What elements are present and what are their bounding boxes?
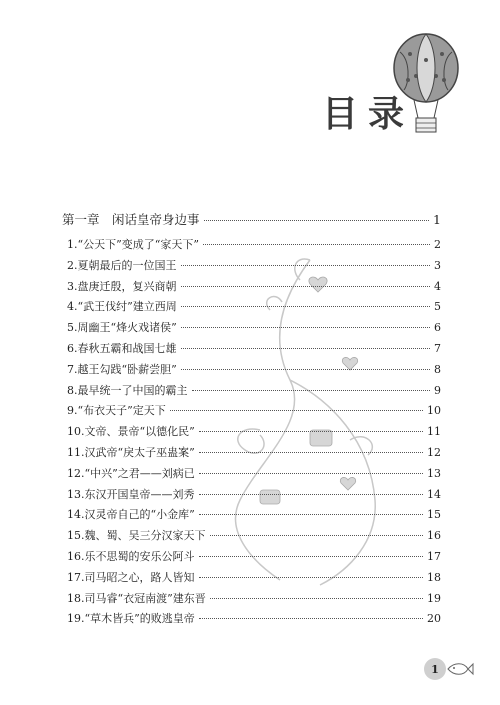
- leader-dots: [181, 348, 431, 349]
- toc-entry-title: 13.东汉开国皇帝——刘秀: [67, 487, 195, 501]
- leader-dots: [181, 286, 431, 287]
- toc-entry-page: 13: [427, 466, 441, 480]
- leader-dots: [199, 618, 423, 619]
- toc-entry-title: 17.司马昭之心，路人皆知: [67, 570, 195, 584]
- leader-dots: [210, 535, 424, 536]
- toc-entry-title: 1.“公天下”变成了“家天下”: [67, 238, 199, 251]
- leader-dots: [181, 369, 430, 370]
- toc-entry-title: 3.盘庚迁殷，复兴商朝: [67, 279, 177, 293]
- fish-icon: [444, 660, 474, 678]
- toc-entry[interactable]: [67, 590, 441, 606]
- toc-entry[interactable]: [67, 506, 441, 522]
- toc-entry-page: 8: [434, 362, 441, 376]
- toc-entry[interactable]: [67, 278, 441, 294]
- toc-entry-title: 18.司马睿“衣冠南渡”建东晋: [67, 591, 206, 605]
- toc-entry-title: 7.越王勾践“卧薪尝胆”: [67, 362, 177, 376]
- leader-dots: [199, 577, 424, 578]
- toc-entry[interactable]: [67, 382, 441, 398]
- toc-entry-title: 6.春秋五霸和战国七雄: [67, 342, 177, 355]
- leader-dots: [181, 265, 431, 266]
- leader-dots: [203, 244, 430, 245]
- leader-dots: [199, 452, 423, 453]
- toc-entry-page: 14: [427, 487, 441, 501]
- leader-dots: [199, 514, 423, 515]
- toc-entry-page: 5: [434, 300, 441, 314]
- toc-entry[interactable]: [67, 610, 441, 626]
- toc-entry[interactable]: [67, 486, 441, 502]
- toc-entry-page: 10: [427, 404, 441, 418]
- toc-entry[interactable]: [67, 319, 441, 335]
- toc-entry-title: 9.“布衣天子”定天下: [67, 404, 166, 418]
- toc-entry-title: 2.夏朝最后的一位国王: [67, 258, 177, 272]
- leader-dots: [181, 306, 430, 307]
- toc-entry-title: 15.魏、蜀、吴三分汉家天下: [67, 529, 206, 543]
- toc-entry-page: 11: [427, 425, 441, 439]
- leader-dots: [199, 473, 423, 474]
- toc-entry-title: 19.“草木皆兵”的败逃皇帝: [67, 612, 195, 626]
- toc-entry-title: 4.“武王伐纣”建立西周: [67, 300, 177, 314]
- toc-entry[interactable]: [67, 465, 441, 481]
- toc-entry-title: 12.“中兴”之君——刘病已: [67, 466, 195, 480]
- leader-dots: [170, 410, 423, 411]
- toc-entry-title: 10.文帝、景帝“以德化民”: [67, 425, 195, 439]
- chapter-row[interactable]: [62, 210, 441, 228]
- toc-entry-page: 19: [427, 591, 441, 605]
- leader-dots: [199, 431, 423, 432]
- leader-dots: [192, 390, 431, 391]
- toc-entry-title: 14.汉灵帝自己的“小金库”: [67, 508, 195, 522]
- leader-dots: [210, 598, 423, 599]
- toc-entry-page: 2: [434, 238, 441, 251]
- toc-entry-page: 3: [434, 258, 441, 272]
- toc-entry[interactable]: [67, 444, 441, 460]
- toc-entry[interactable]: [67, 340, 441, 356]
- toc-entry-title: 16.乐不思蜀的安乐公阿斗: [67, 550, 195, 563]
- toc-entry[interactable]: [67, 298, 441, 314]
- toc-entry-page: 15: [427, 508, 441, 522]
- toc-entry[interactable]: [67, 361, 441, 377]
- toc-entry-title: 5.周幽王“烽火戏诸侯”: [67, 321, 177, 335]
- toc-entry-page: 4: [434, 279, 441, 293]
- toc-entry[interactable]: [67, 569, 441, 585]
- leader-dots: [204, 220, 430, 221]
- toc-entry-page: 20: [427, 612, 441, 626]
- leader-dots: [199, 556, 424, 557]
- toc-entry-page: 18: [427, 570, 441, 584]
- toc-entry-page: 6: [434, 321, 441, 335]
- toc-entry[interactable]: [67, 527, 441, 543]
- toc-entry-page: 16: [427, 529, 441, 543]
- toc-entry[interactable]: [67, 257, 441, 273]
- toc-entry-page: 17: [427, 550, 441, 563]
- leader-dots: [199, 494, 424, 495]
- leader-dots: [181, 327, 430, 328]
- toc-entry-title: 11.汉武帝“戾太子巫蛊案”: [67, 446, 195, 459]
- swirl-decoration: [200, 240, 400, 600]
- toc-entry-page: 12: [427, 446, 441, 459]
- toc-entry-title: 8.最早统一了中国的霸主: [67, 383, 188, 397]
- toc-entry[interactable]: [67, 236, 441, 252]
- page-title: 目录: [322, 94, 415, 135]
- toc-entry-page: 7: [434, 342, 441, 355]
- toc-entry[interactable]: [67, 402, 441, 418]
- chapter-title: 第一章 闲话皇帝身边事: [62, 212, 200, 227]
- toc-entry-page: 9: [434, 383, 441, 397]
- toc-entry[interactable]: [67, 423, 441, 439]
- toc-entry[interactable]: [67, 548, 441, 564]
- chapter-page: 1: [433, 212, 441, 227]
- page-number-badge: 1: [424, 658, 446, 680]
